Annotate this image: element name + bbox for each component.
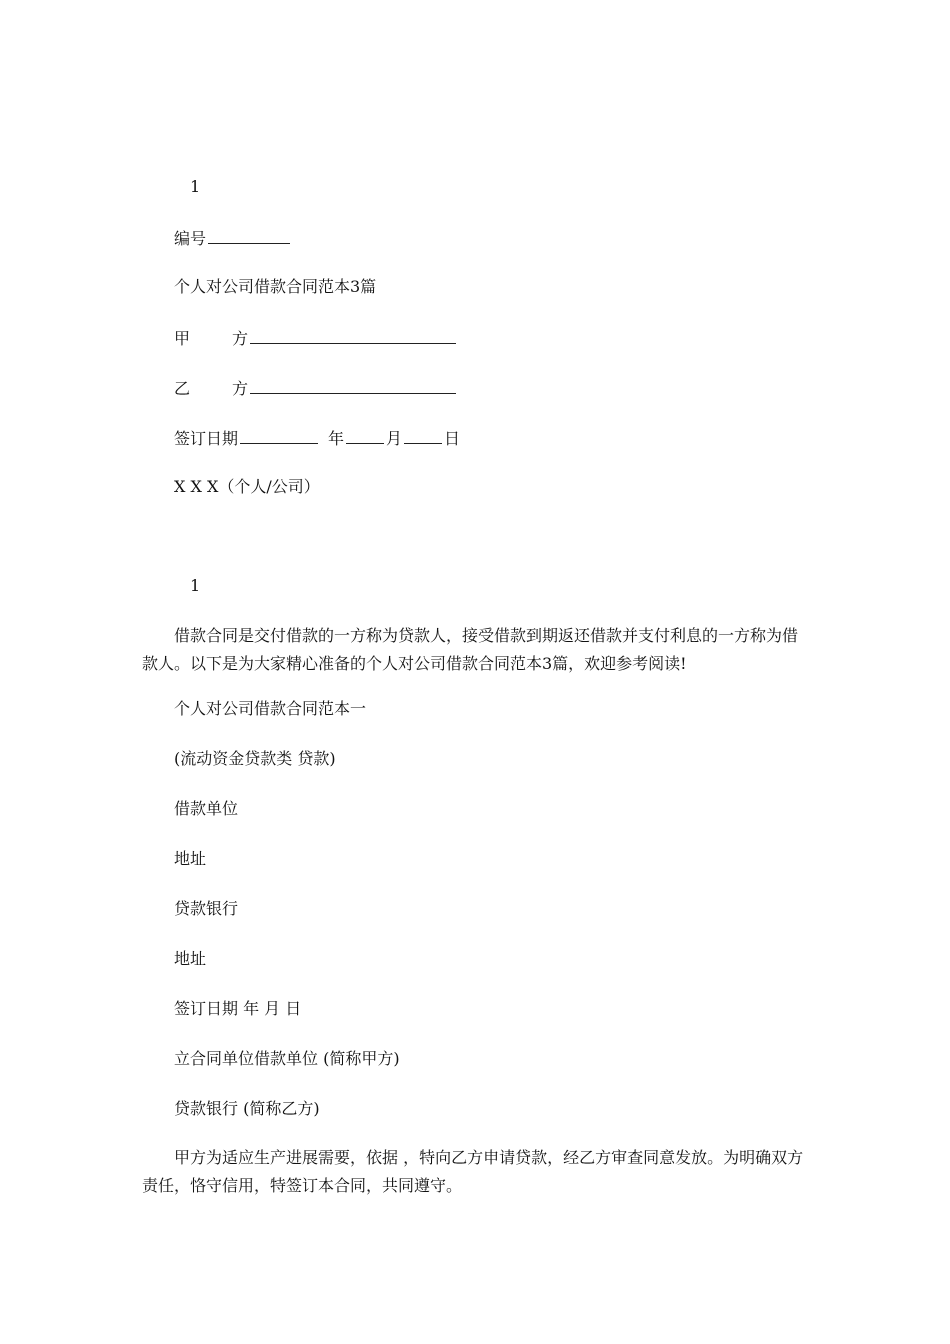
signer-line: X X X（个人/公司） — [174, 477, 320, 496]
day-label: 日 — [444, 429, 461, 448]
party-a-char1: 甲 — [174, 329, 191, 348]
party-a-definition: 立合同单位借款单位 (简称甲方) — [174, 1049, 400, 1068]
party-b-char1: 乙 — [174, 379, 191, 398]
sign-date-label: 签订日期 — [174, 429, 239, 448]
document-title: 个人对公司借款合同范本3篇 — [174, 277, 377, 296]
sign-date-blank — [240, 427, 318, 444]
page-number-body: 1 — [190, 576, 201, 595]
loan-type: (流动资金贷款类 贷款) — [174, 749, 336, 768]
lender-bank-label: 贷款银行 — [174, 899, 239, 918]
month-blank — [346, 427, 384, 444]
party-b-line — [174, 377, 458, 399]
address-label-2: 地址 — [174, 949, 207, 968]
borrower-label: 借款单位 — [174, 799, 239, 818]
contract-number-label: 编号 — [174, 229, 207, 248]
sign-date-line — [174, 427, 460, 449]
party-a-char2: 方 — [232, 329, 249, 348]
address-label-1: 地址 — [174, 849, 207, 868]
section-title: 个人对公司借款合同范本一 — [174, 699, 367, 718]
intro-paragraph: 借款合同是交付借款的一方称为贷款人，接受借款到期返还借款并支付利息的一方称为借款人。以下是为大家精心准备的个人对公司借款合同范本3篇，欢迎参考阅读! — [142, 626, 799, 673]
year-label: 年 — [328, 429, 345, 448]
month-label: 月 — [386, 429, 403, 448]
party-b-definition: 贷款银行 (简称乙方) — [174, 1099, 320, 1118]
party-b-char2: 方 — [232, 379, 249, 398]
day-blank — [404, 427, 442, 444]
party-a-line — [174, 327, 458, 349]
sign-date-text: 签订日期 年 月 日 — [174, 999, 302, 1018]
party-b-blank — [250, 377, 456, 394]
contract-number-line — [174, 227, 292, 249]
page-number-top: 1 — [190, 177, 201, 196]
contract-number-blank — [208, 227, 290, 244]
clause-paragraph: 甲方为适应生产进展需要，依据 ，特向乙方申请贷款，经乙方审查同意发放。为明确双方责任，恪守信用，特签订本合同，共同遵守。 — [142, 1148, 804, 1195]
party-a-blank — [250, 327, 456, 344]
